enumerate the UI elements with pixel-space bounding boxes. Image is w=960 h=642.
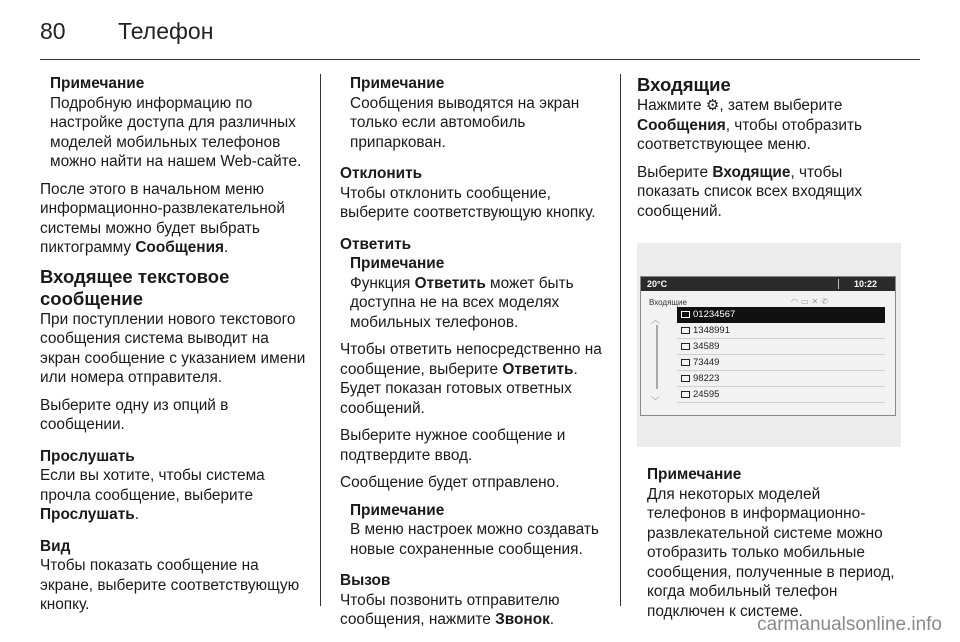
list-item[interactable]	[677, 339, 885, 355]
list-item[interactable]	[677, 355, 885, 371]
bold-term: Звонок	[495, 611, 550, 628]
subheading-reply: Ответить	[340, 235, 412, 253]
paragraph	[340, 340, 608, 418]
paragraph: При поступлении нового текстового сообщения система выводит на экран сообщение с указанием имени или номера отправителя.	[40, 310, 306, 386]
page-number: 80	[40, 18, 66, 44]
sender-number: 98223	[693, 373, 720, 384]
envelope-icon	[681, 375, 690, 382]
paragraph-text: , чтобы отобразить соответствующее меню.	[637, 116, 863, 153]
sender-number: 73449	[693, 357, 720, 368]
paragraph-text: Нажмите	[637, 97, 706, 114]
status-bar	[641, 277, 895, 291]
paragraph-text: Чтобы позвонить отправителю сообщения, нажмите	[340, 591, 560, 628]
column-divider	[320, 74, 321, 606]
note-title: Примечание	[50, 75, 145, 92]
screen-title: Входящие	[649, 298, 687, 307]
envelope-icon	[681, 327, 690, 334]
envelope-icon	[681, 359, 690, 366]
close-icon: ✕	[811, 297, 822, 306]
bold-term: Ответить	[502, 360, 574, 378]
column-3	[637, 74, 903, 629]
inbox-list	[677, 307, 885, 403]
paragraph: Чтобы показать сообщение на экране, выберите соответствующую кнопку.	[40, 557, 300, 613]
envelope-icon	[681, 311, 690, 318]
paragraph	[340, 591, 608, 630]
phone-icon: ✆	[821, 297, 831, 306]
bold-term: Сообщения	[637, 116, 726, 134]
paragraph-text: .	[549, 611, 555, 628]
page-title: Телефон	[118, 18, 214, 44]
note-title: Примечание	[350, 75, 445, 92]
chevron-down-icon[interactable]: ﹀	[651, 395, 661, 406]
temperature-readout: 20°C	[647, 279, 668, 289]
watermark: carmanualsonline.info	[757, 614, 942, 635]
subheading-view: Вид	[40, 537, 71, 555]
note-text: Функция	[350, 274, 415, 292]
message-icon: ▭	[800, 297, 812, 306]
list-item[interactable]	[677, 371, 885, 387]
section-title: Входящее текстовое сообщение	[40, 265, 230, 309]
note-box	[350, 254, 608, 332]
subheading-call: Вызов	[340, 572, 391, 589]
paragraph: Выберите нужное сообщение и подтвердите ввод.	[340, 427, 566, 464]
section-title: Входящие	[637, 74, 731, 95]
paragraph-text: Если вы хотите, чтобы система прочла сообщение, выберите	[40, 467, 265, 504]
paragraph: Сообщение будет отправлено.	[340, 474, 560, 491]
scroll-track	[656, 325, 658, 389]
column-2	[340, 74, 608, 638]
paragraph-text: , чтобы показать список всех входящих сообщений.	[637, 163, 863, 220]
paragraph: Выберите одну из опций в сообщении.	[40, 396, 229, 433]
sender-number: 34589	[693, 341, 720, 352]
note-text: В меню настроек можно создавать новые сохраненные сообщения.	[350, 521, 599, 558]
wifi-icon: ◠	[791, 297, 801, 306]
subheading-listen: Прослушать	[40, 447, 135, 465]
note-text: Сообщения выводятся на экран только если автомобиль припаркован.	[350, 94, 580, 151]
clock-readout: 10:22	[853, 279, 877, 289]
paragraph	[637, 96, 903, 155]
bold-term: Ответить	[414, 274, 486, 292]
header-rule	[40, 59, 920, 60]
paragraph-text: .	[224, 239, 229, 256]
envelope-icon	[681, 343, 690, 350]
note-box	[350, 74, 608, 152]
sender-number: 1348991	[693, 325, 730, 336]
gear-icon: ⚙	[705, 97, 720, 114]
divider	[838, 279, 839, 289]
note-text: Подробную информацию по настройке доступа для различных моделей мобильных телефонов можно найти на нашем Web-сайте.	[50, 94, 302, 170]
paragraph	[40, 180, 308, 258]
paragraph-text: . Будет показан готовых ответных сообщений.	[340, 360, 578, 417]
list-item[interactable]	[677, 307, 885, 323]
paragraph	[637, 163, 903, 222]
bold-term: Входящие	[712, 163, 791, 181]
page-header	[40, 16, 920, 46]
paragraph-text: Выберите	[637, 163, 713, 181]
note-box	[350, 501, 608, 560]
subheading-decline: Отклонить	[340, 165, 423, 182]
chevron-up-icon[interactable]: ︿	[651, 315, 661, 325]
note-text: может быть доступна не на всех моделях мобильных телефонов.	[350, 274, 574, 331]
column-1	[40, 74, 308, 623]
column-divider	[620, 74, 621, 606]
paragraph: Чтобы отклонить сообщение, выберите соответствующую кнопку.	[340, 184, 596, 221]
paragraph	[40, 466, 308, 525]
bold-term: Прослушать	[40, 506, 135, 523]
paragraph-text: После этого в начальном меню информационно-развлекательной системы можно будет выбрать пиктограмму	[40, 180, 285, 256]
paragraph-text: , затем выберите	[719, 97, 843, 114]
note-text: Для некоторых моделей телефонов в информационно-развлекательной системе можно отобразить только мобильные сообщения, полученные в период, когда мобильный телефон подключен к системе.	[647, 485, 895, 620]
scrollbar[interactable]	[651, 311, 665, 411]
sender-number: 01234567	[693, 309, 736, 320]
list-item[interactable]	[677, 387, 885, 403]
note-box	[50, 74, 308, 172]
note-title: Примечание	[350, 255, 445, 272]
note-box	[647, 465, 903, 621]
sender-number: 24595	[693, 389, 720, 400]
note-title: Примечание	[350, 501, 445, 519]
paragraph-text: Чтобы ответить непосредственно на сообщение, выберите	[340, 341, 602, 378]
infotainment-screen	[640, 276, 896, 416]
note-title: Примечание	[647, 466, 742, 483]
paragraph-text: .	[134, 506, 140, 523]
bold-term: Сообщения	[135, 239, 225, 256]
list-item[interactable]	[677, 323, 885, 339]
envelope-icon	[681, 391, 690, 398]
screen-figure	[637, 243, 901, 447]
